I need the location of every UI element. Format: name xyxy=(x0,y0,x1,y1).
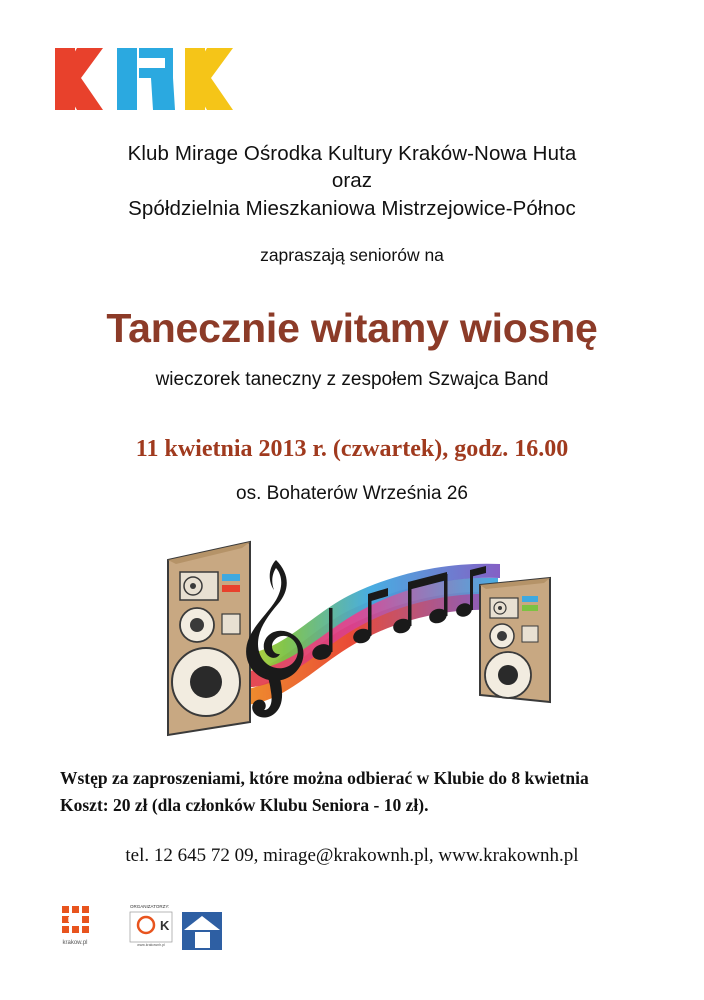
svg-text:KRA: KRA xyxy=(67,917,83,924)
illustration-speakers-music xyxy=(150,530,570,745)
krk-logo xyxy=(55,48,240,110)
page-subtitle: wieczorek taneczny z zespołem Szwajca Band xyxy=(155,369,549,390)
event-place: os. Bohaterów Września 26 xyxy=(236,483,468,504)
admission-line-2: Koszt: 20 zł (dla członków Klubu Seniora - 10 zł). xyxy=(60,795,429,816)
organizers-block xyxy=(0,140,704,222)
admission-info xyxy=(60,765,660,819)
invitation-line: zapraszają seniorów na xyxy=(260,245,444,265)
ok-logo-icon xyxy=(130,904,172,947)
right-speaker xyxy=(480,578,550,702)
page-title: Tanecznie witamy wiosnę xyxy=(106,305,598,351)
organizer-conjunction: oraz xyxy=(331,169,373,193)
left-speaker xyxy=(168,542,250,735)
admission-line-1: Wstęp za zaproszeniami, które można odbierać w Klubie do 8 kwietnia xyxy=(60,768,589,788)
organizer-line-2: Spółdzielnia Mieszkaniowa Mistrzejowice-Północ xyxy=(128,196,576,220)
svg-text:K: K xyxy=(160,918,170,933)
svg-text:krakow.pl: krakow.pl xyxy=(62,940,88,946)
event-date: 11 kwietnia 2013 r. (czwartek), godz. 16.00 xyxy=(135,436,569,462)
svg-text:www.krakownh.pl: www.krakownh.pl xyxy=(137,943,165,947)
svg-text:ORGANIZATORZY:: ORGANIZATORZY: xyxy=(130,904,170,909)
organizer-line-1: Klub Mirage Ośrodka Kultury Kraków-Nowa Huta xyxy=(127,142,577,165)
housing-coop-logo-icon xyxy=(182,912,222,950)
footer-logos xyxy=(50,900,310,970)
krakow-logo-icon xyxy=(62,906,89,946)
contact-line: tel. 12 645 72 09, mirage@krakownh.pl, www.krakownh.pl xyxy=(125,845,579,866)
